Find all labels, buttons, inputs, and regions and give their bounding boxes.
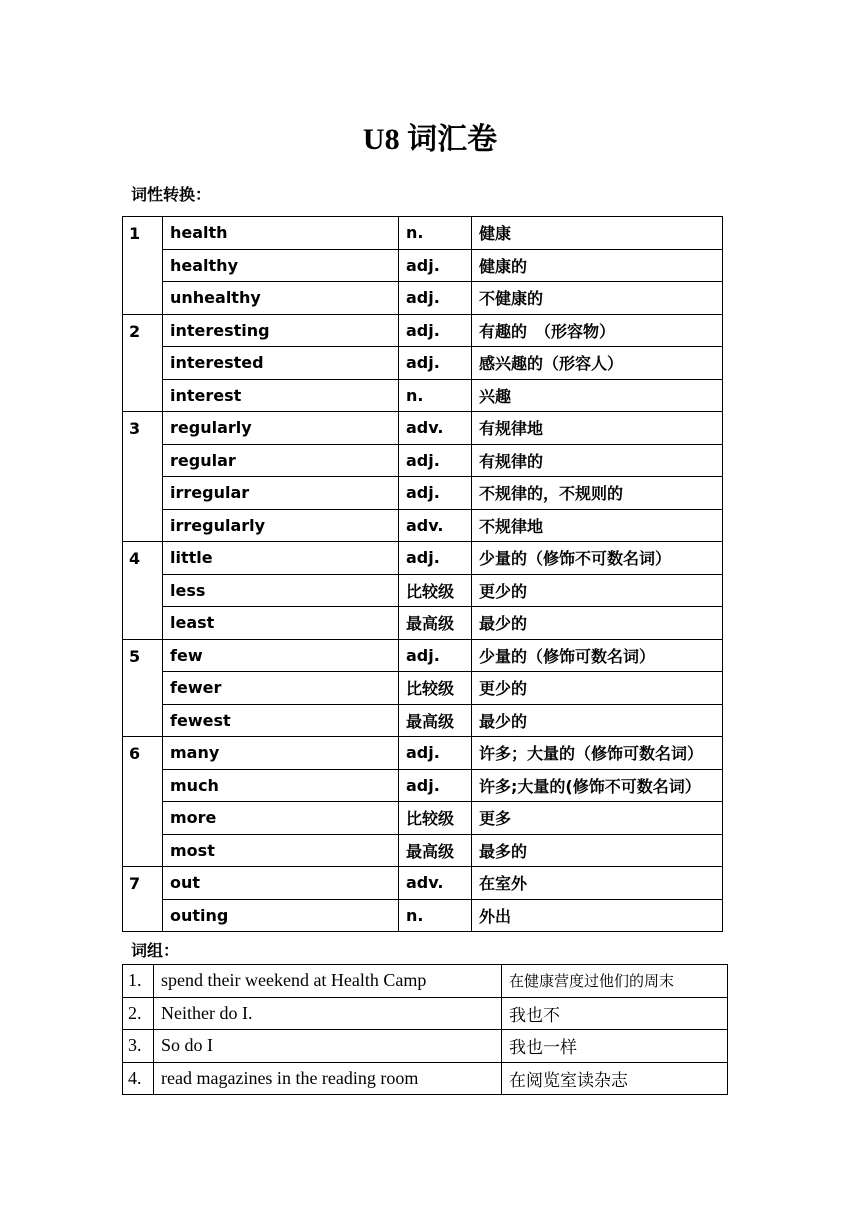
group-number: 4 xyxy=(123,542,163,640)
part-of-speech-cell: adj. xyxy=(399,769,472,802)
word-cell: regularly xyxy=(163,412,399,445)
part-of-speech-cell: 比较级 xyxy=(399,672,472,705)
meaning-cell: 许多;大量的(修饰不可数名词） xyxy=(472,769,723,802)
part-of-speech-cell: adj. xyxy=(399,639,472,672)
part-of-speech-cell: adj. xyxy=(399,249,472,282)
vocab-row xyxy=(123,672,723,705)
part-of-speech-cell: adj. xyxy=(399,347,472,380)
vocab-row xyxy=(123,217,723,250)
meaning-cell: 外出 xyxy=(472,899,723,932)
page-title: U8 词汇卷 xyxy=(362,123,498,156)
phrase-chinese: 我也一样 xyxy=(502,1030,728,1063)
word-cell: unhealthy xyxy=(163,282,399,315)
meaning-cell: 最少的 xyxy=(472,704,723,737)
word-cell: little xyxy=(163,542,399,575)
group-number: 1 xyxy=(123,217,163,315)
word-cell: healthy xyxy=(163,249,399,282)
phrase-english: spend their weekend at Health Camp xyxy=(154,965,502,998)
word-cell: fewest xyxy=(163,704,399,737)
vocab-row xyxy=(123,249,723,282)
vocab-row xyxy=(123,704,723,737)
meaning-cell: 感兴趣的（形容人） xyxy=(472,347,723,380)
word-cell: interest xyxy=(163,379,399,412)
phrase-row xyxy=(123,1030,728,1063)
part-of-speech-cell: n. xyxy=(399,379,472,412)
meaning-cell: 有规律地 xyxy=(472,412,723,445)
phrases-table xyxy=(122,964,728,1095)
phrase-number: 2. xyxy=(123,997,154,1030)
word-cell: irregularly xyxy=(163,509,399,542)
group-number: 7 xyxy=(123,867,163,932)
part-of-speech-cell: 最高级 xyxy=(399,607,472,640)
phrase-number: 1. xyxy=(123,965,154,998)
part-of-speech-cell: adv. xyxy=(399,867,472,900)
vocab-row xyxy=(123,412,723,445)
word-cell: irregular xyxy=(163,477,399,510)
part-of-speech-cell: 最高级 xyxy=(399,834,472,867)
part-of-speech-cell: adj. xyxy=(399,444,472,477)
word-cell: many xyxy=(163,737,399,770)
meaning-cell: 更少的 xyxy=(472,672,723,705)
section-label-phrases: 词组： xyxy=(131,941,180,960)
part-of-speech-cell: adj. xyxy=(399,314,472,347)
vocab-row xyxy=(123,379,723,412)
vocab-row xyxy=(123,899,723,932)
vocab-row xyxy=(123,867,723,900)
phrase-number: 3. xyxy=(123,1030,154,1063)
vocab-row xyxy=(123,769,723,802)
phrase-chinese: 在健康营度过他们的周末 xyxy=(502,965,728,998)
meaning-cell: 有趣的 （形容物） xyxy=(472,314,723,347)
meaning-cell: 少量的（修饰可数名词） xyxy=(472,639,723,672)
group-number: 5 xyxy=(123,639,163,737)
phrase-english: So do I xyxy=(154,1030,502,1063)
phrase-english: read magazines in the reading room xyxy=(154,1062,502,1095)
word-cell: out xyxy=(163,867,399,900)
part-of-speech-cell: adj. xyxy=(399,282,472,315)
word-cell: more xyxy=(163,802,399,835)
phrase-row xyxy=(123,965,728,998)
word-cell: much xyxy=(163,769,399,802)
meaning-cell: 兴趣 xyxy=(472,379,723,412)
phrase-chinese: 我也不 xyxy=(502,997,728,1030)
meaning-cell: 健康的 xyxy=(472,249,723,282)
part-of-speech-cell: adj. xyxy=(399,542,472,575)
vocab-row xyxy=(123,574,723,607)
section-label-word-conversion: 词性转换： xyxy=(131,185,212,204)
vocab-row xyxy=(123,314,723,347)
vocab-row xyxy=(123,639,723,672)
word-cell: least xyxy=(163,607,399,640)
meaning-cell: 健康 xyxy=(472,217,723,250)
word-cell: interested xyxy=(163,347,399,380)
group-number: 2 xyxy=(123,314,163,412)
word-cell: most xyxy=(163,834,399,867)
part-of-speech-cell: n. xyxy=(399,899,472,932)
meaning-cell: 更少的 xyxy=(472,574,723,607)
meaning-cell: 更多 xyxy=(472,802,723,835)
word-cell: regular xyxy=(163,444,399,477)
word-cell: outing xyxy=(163,899,399,932)
meaning-cell: 不规律地 xyxy=(472,509,723,542)
group-number: 3 xyxy=(123,412,163,542)
vocab-row xyxy=(123,607,723,640)
part-of-speech-cell: 最高级 xyxy=(399,704,472,737)
vocab-row xyxy=(123,444,723,477)
meaning-cell: 最多的 xyxy=(472,834,723,867)
phrase-row xyxy=(123,997,728,1030)
vocab-row xyxy=(123,802,723,835)
phrase-number: 4. xyxy=(123,1062,154,1095)
meaning-cell: 许多；大量的（修饰可数名词） xyxy=(472,737,723,770)
word-cell: health xyxy=(163,217,399,250)
part-of-speech-cell: adj. xyxy=(399,737,472,770)
meaning-cell: 在室外 xyxy=(472,867,723,900)
part-of-speech-cell: n. xyxy=(399,217,472,250)
part-of-speech-cell: 比较级 xyxy=(399,802,472,835)
meaning-cell: 有规律的 xyxy=(472,444,723,477)
phrase-english: Neither do I. xyxy=(154,997,502,1030)
meaning-cell: 不规律的，不规则的 xyxy=(472,477,723,510)
meaning-cell: 少量的（修饰不可数名词） xyxy=(472,542,723,575)
meaning-cell: 最少的 xyxy=(472,607,723,640)
vocab-row xyxy=(123,347,723,380)
part-of-speech-cell: adj. xyxy=(399,477,472,510)
phrase-row xyxy=(123,1062,728,1095)
vocab-row xyxy=(123,477,723,510)
phrase-chinese: 在阅览室读杂志 xyxy=(502,1062,728,1095)
group-number: 6 xyxy=(123,737,163,867)
word-cell: few xyxy=(163,639,399,672)
word-cell: less xyxy=(163,574,399,607)
word-cell: interesting xyxy=(163,314,399,347)
part-of-speech-cell: adv. xyxy=(399,509,472,542)
vocab-row xyxy=(123,834,723,867)
vocab-row xyxy=(123,542,723,575)
vocab-row xyxy=(123,737,723,770)
word-cell: fewer xyxy=(163,672,399,705)
part-of-speech-cell: adv. xyxy=(399,412,472,445)
vocab-table xyxy=(122,216,723,932)
part-of-speech-cell: 比较级 xyxy=(399,574,472,607)
vocab-row xyxy=(123,282,723,315)
meaning-cell: 不健康的 xyxy=(472,282,723,315)
vocab-row xyxy=(123,509,723,542)
